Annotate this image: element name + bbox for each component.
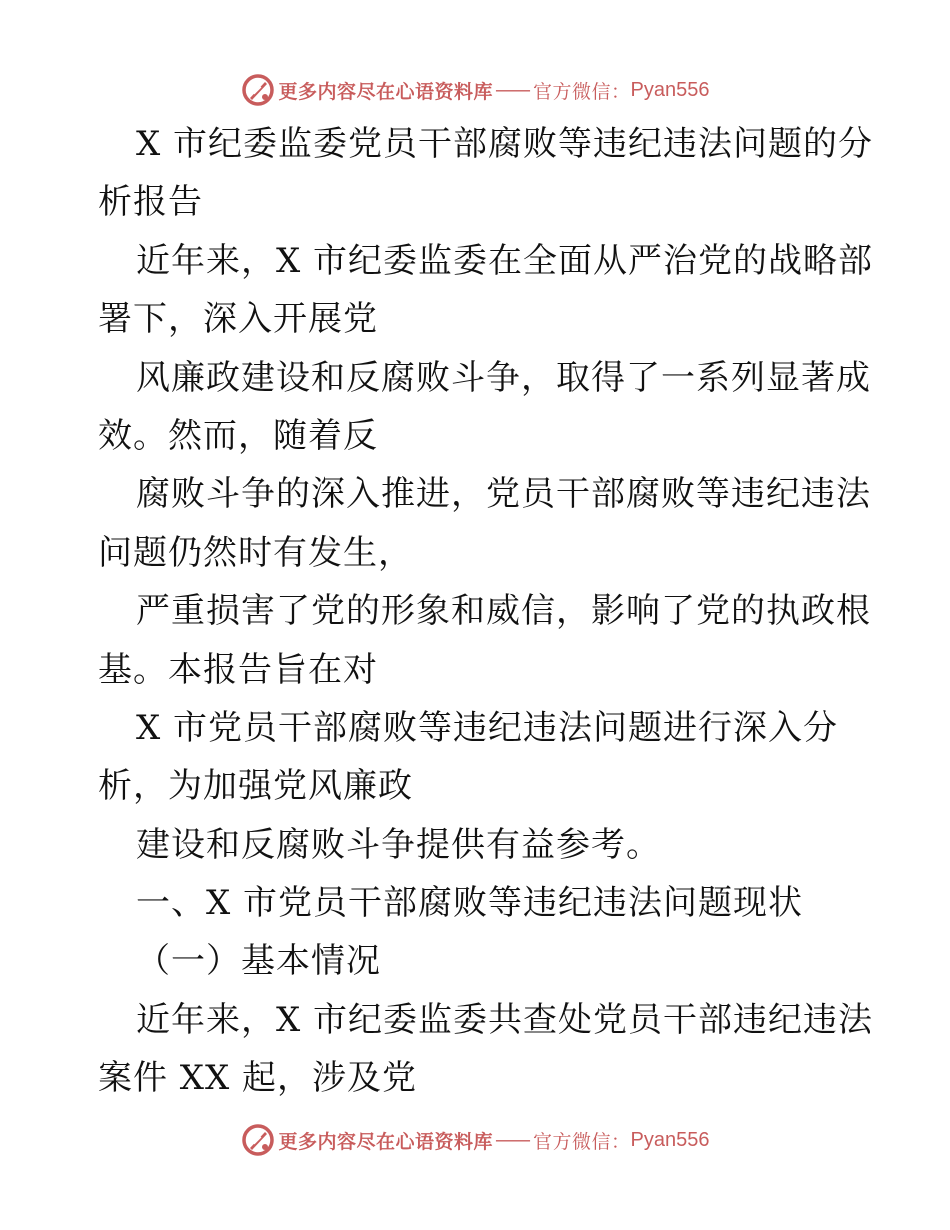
header-contact-id: Pyan556 xyxy=(630,78,710,101)
feather-pen-logo-icon xyxy=(241,1123,275,1157)
section-heading: 一、X 市党员干部腐败等违纪违法问题现状 xyxy=(136,883,804,924)
text-line: X 市党员干部腐败等违纪违法问题进行深入分 xyxy=(136,707,839,748)
text-line: 近年来，X 市纪委监委在全面从严治党的战略部 xyxy=(136,240,874,281)
footer-dash: —— xyxy=(495,1129,530,1151)
header-contact-label: 官方微信： xyxy=(533,80,631,103)
footer-contact-id: Pyan556 xyxy=(630,1128,710,1151)
document-body xyxy=(98,115,874,1108)
text-line: 严重损害了党的形象和威信，影响了党的执政根 xyxy=(136,591,871,632)
text-line: 近年来，X 市纪委监委共查处党员干部违纪违法 xyxy=(136,999,874,1040)
subsection-heading: （一）基本情况 xyxy=(136,941,381,982)
text-line: 建设和反腐败斗争提供有益参考。 xyxy=(136,824,661,865)
header-brand-text: 更多内容尽在心语资料库 xyxy=(278,80,494,103)
header-watermark xyxy=(0,70,950,110)
feather-pen-logo-icon xyxy=(241,73,275,107)
text-line: 风廉政建设和反腐败斗争，取得了一系列显著成 xyxy=(136,357,871,398)
text-line: 署下，深入开展党 xyxy=(98,299,378,340)
text-line: 析报告 xyxy=(98,182,203,223)
text-line: X 市纪委监委党员干部腐败等违纪违法问题的分 xyxy=(136,124,874,164)
text-line: 腐败斗争的深入推进，党员干部腐败等违纪违法 xyxy=(136,474,871,515)
footer-brand-text: 更多内容尽在心语资料库 xyxy=(278,1130,494,1153)
text-line: 效。然而，随着反 xyxy=(98,415,378,456)
text-line: 析，为加强党风廉政 xyxy=(98,766,413,807)
text-line: 案件 XX 起，涉及党 xyxy=(98,1058,418,1099)
footer-contact-label: 官方微信： xyxy=(533,1130,631,1153)
header-dash: —— xyxy=(495,79,530,101)
footer-watermark xyxy=(0,1120,950,1160)
text-line: 问题仍然时有发生， xyxy=(98,532,413,573)
text-line: 基。本报告旨在对 xyxy=(98,649,378,690)
